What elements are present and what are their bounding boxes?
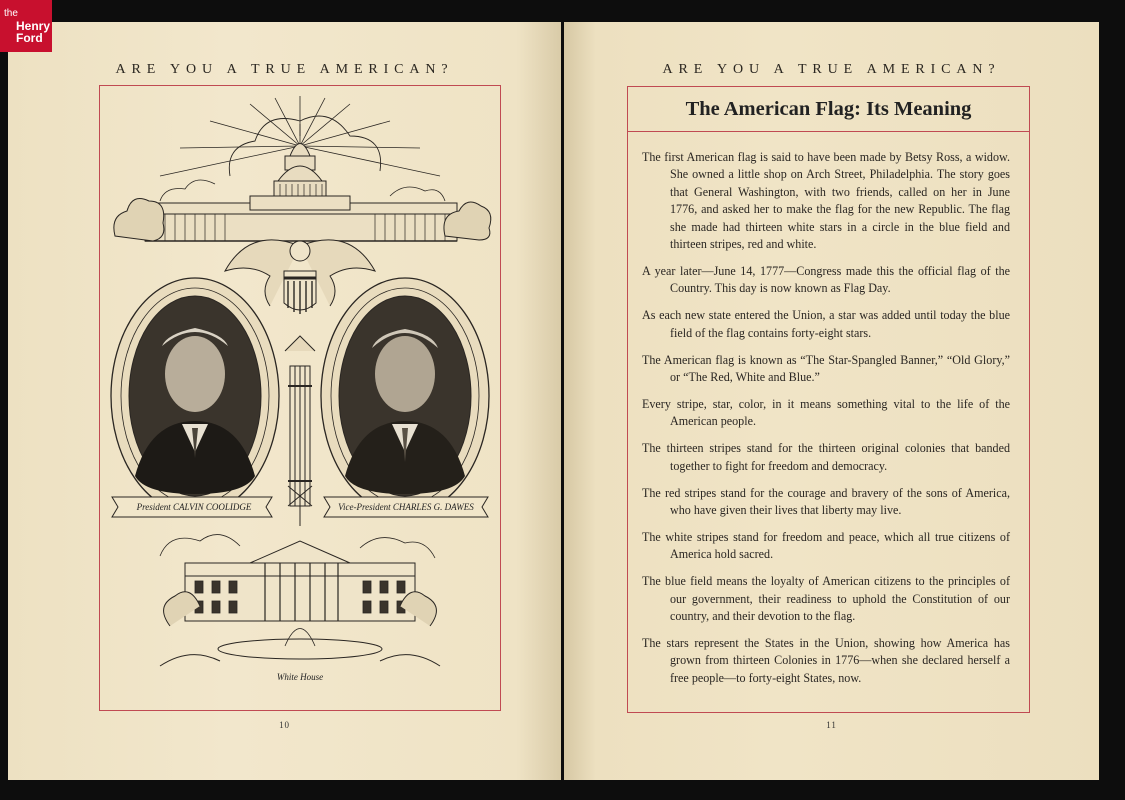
- paragraph: The American flag is known as “The Star-Spangled Banner,” “Old Glory,” or “The Red, White and Blue.”: [642, 352, 1010, 384]
- paragraph: The red stripes stand for the courage and bravery of the sons of America, who have given their lives that liberty may live.: [642, 485, 1010, 517]
- paragraph: Every stripe, star, color, in it means something vital to the life of the American people.: [642, 396, 1010, 429]
- henry-ford-logo: [0, 0, 52, 52]
- paragraph: The thirteen stripes stand for the thirteen original colonies that banded together to fight for freedom and democracy.: [642, 441, 1010, 473]
- paragraph: The first American flag is said to have been made by Betsy Ross, a widow. She owned a little shop on Arch Street, Philadelphia. The story goes that General Washington, with two friends, called on her in June 1776, and asked her to make the flag for the new Republic. The flag she made had thirteen white stars in a circle in the blue field and thirteen stripes, red and white.: [642, 150, 1010, 252]
- running-head-left: ARE YOU A TRUE AMERICAN?: [115, 62, 454, 77]
- page-number-left: 10: [279, 720, 290, 730]
- caption-dawes: Vice-President CHARLES G. DAWES: [338, 502, 474, 512]
- paragraph: The blue field means the loyalty of American citizens to the principles of our government, their readiness to uphold the Constitution of our country, and their devotion to the flag.: [642, 574, 1010, 623]
- paragraph: The white stripes stand for freedom and peace, which all true citizens of America hold sacred.: [642, 529, 1010, 562]
- paragraph: As each new state entered the Union, a star was added until today the blue field of the flag contains forty-eight stars.: [642, 308, 1010, 340]
- eagle-emblem: [225, 240, 375, 314]
- left-page: [8, 19, 561, 780]
- tree-left: [114, 199, 164, 241]
- page-title: The American Flag: Its Meaning: [628, 87, 1029, 132]
- engraving-illustration: [100, 86, 502, 712]
- paragraph: A year later—June 14, 1777—Congress made this the official flag of the Country. This day is now known as Flag Day.: [642, 263, 1010, 296]
- paragraph: The stars represent the States in the Union, showing how America has grown from thirteen Colonies in 1776—when she declared herself a free people—to forty-eight States, now.: [642, 635, 1010, 685]
- white-house: [160, 541, 440, 666]
- right-page: [564, 22, 1099, 780]
- logo-text-ford: Ford: [16, 31, 43, 45]
- caption-white-house: White House: [276, 672, 324, 682]
- running-head-right: ARE YOU A TRUE AMERICAN?: [662, 62, 1001, 77]
- logo-text-the: the: [4, 8, 18, 19]
- caption-coolidge: President CALVIN COOLIDGE: [136, 502, 252, 512]
- page-number-right: 11: [826, 720, 837, 730]
- fasces-column: [285, 336, 315, 526]
- logo-text-henry: Henry: [16, 19, 51, 33]
- cloud: [160, 180, 215, 201]
- text-body: [642, 149, 1010, 697]
- illustration-frame: [99, 85, 501, 711]
- cloud: [390, 187, 445, 201]
- text-frame: [627, 86, 1030, 713]
